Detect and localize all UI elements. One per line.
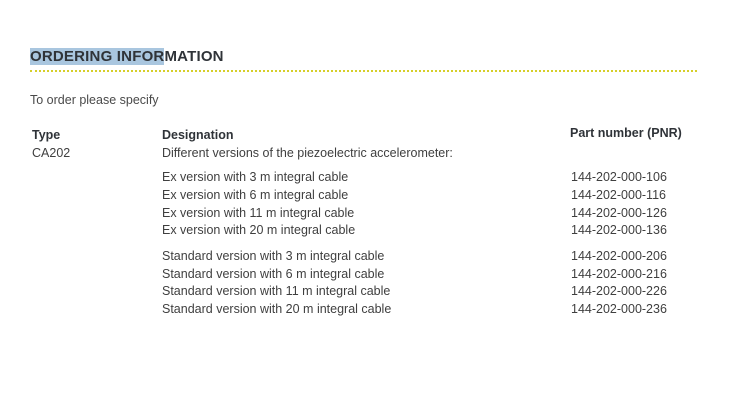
dotted-divider <box>30 70 697 72</box>
type-column-header: Type <box>32 128 61 142</box>
row-designation: Standard version with 20 m integral cable <box>162 302 392 316</box>
row-designation: Ex version with 11 m integral cable <box>162 206 355 220</box>
designation-intro: Different versions of the piezoelectric accelerometer: <box>162 146 453 160</box>
table-row <box>0 169 739 187</box>
row-part-number: 144-202-000-226 <box>571 284 667 298</box>
row-part-number: 144-202-000-136 <box>571 223 667 237</box>
heading-unselected-text[interactable]: MATION <box>164 48 224 65</box>
row-designation: Ex version with 6 m integral cable <box>162 188 349 202</box>
table-row <box>0 266 739 284</box>
row-designation: Ex version with 20 m integral cable <box>162 223 356 237</box>
table-row <box>0 205 739 223</box>
row-designation: Standard version with 11 m integral cable <box>162 284 391 298</box>
row-part-number: 144-202-000-126 <box>571 206 667 220</box>
heading-selected-text[interactable]: ORDERING INFOR <box>30 48 165 65</box>
row-designation: Ex version with 3 m integral cable <box>162 170 349 184</box>
section-heading[interactable] <box>30 46 224 68</box>
part-number-column-header: Part number (PNR) <box>570 126 682 140</box>
row-part-number: 144-202-000-106 <box>571 170 667 184</box>
table-row <box>0 248 739 266</box>
table-row <box>0 301 739 319</box>
row-part-number: 144-202-000-236 <box>571 302 667 316</box>
table-row <box>0 222 739 240</box>
row-part-number: 144-202-000-116 <box>571 188 666 202</box>
table-row <box>0 283 739 301</box>
row-designation: Standard version with 3 m integral cable <box>162 249 385 263</box>
table-row <box>0 187 739 205</box>
type-value: CA202 <box>32 146 71 160</box>
row-designation: Standard version with 6 m integral cable <box>162 267 385 281</box>
designation-column-header: Designation <box>162 128 234 142</box>
order-instruction: To order please specify <box>30 93 159 107</box>
row-part-number: 144-202-000-216 <box>571 267 667 281</box>
row-part-number: 144-202-000-206 <box>571 249 667 263</box>
